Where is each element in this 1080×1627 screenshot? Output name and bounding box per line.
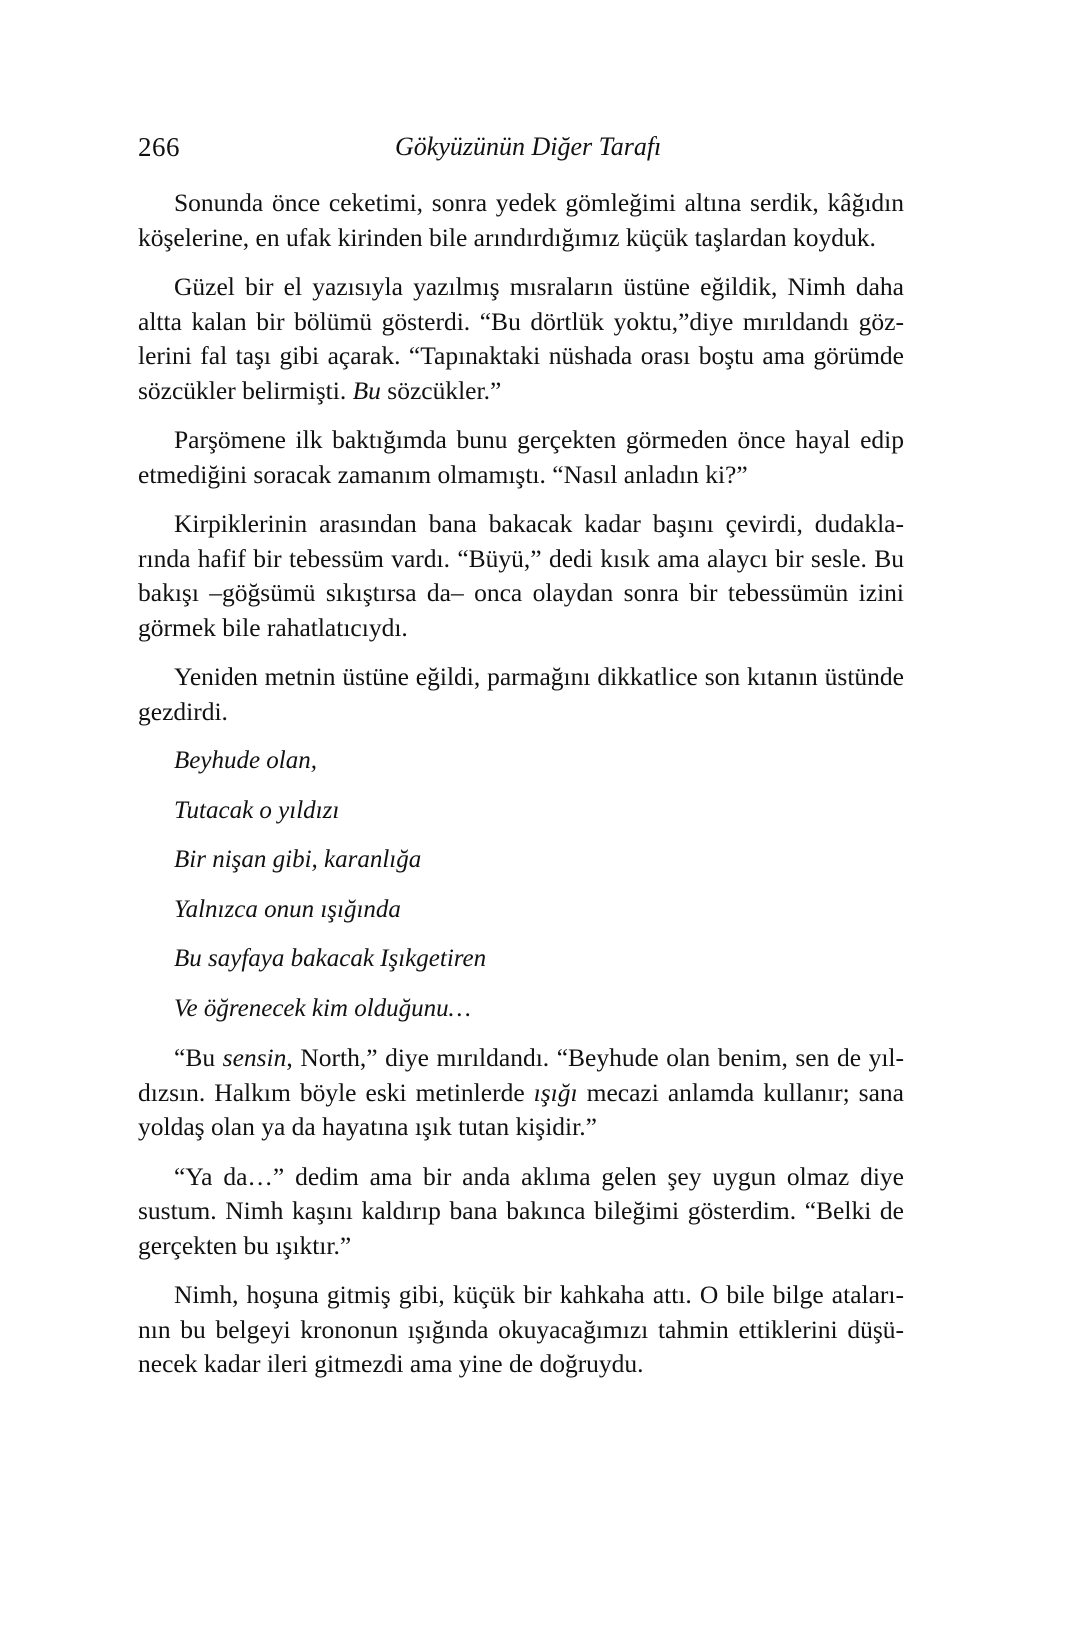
text-line: görmek bile rahatlatıcıydı.: [138, 612, 408, 642]
text-line: [138, 374, 904, 409]
emphasis-text: ışığı: [533, 1077, 578, 1107]
text-line: Kirpiklerinin arasından bana bakacak kadar başını çevirdi, dudakla-: [174, 509, 904, 538]
verse-line: Yalnızca onun ışığında: [174, 895, 401, 923]
text-line: [138, 1076, 904, 1111]
text-line: Parşömene ilk baktığımda bunu gerçekten görmeden önce hayal edip: [174, 425, 904, 454]
book-page: [138, 128, 904, 1378]
running-title: Gökyüzünün Diğer Tarafı: [395, 132, 662, 161]
page-header: [138, 128, 904, 172]
text-line: Güzel bir el yazısıyla yazılmış mısraların üstüne eğildik, Nimh daha: [174, 272, 904, 301]
paragraph: [138, 1160, 904, 1264]
verse-line: Bu sayfaya bakacak Işıkgetiren: [174, 945, 487, 972]
paragraph: [138, 1041, 904, 1145]
text-line: gezdirdi.: [138, 696, 228, 726]
text-line: Sonunda önce ceketimi, sonra yedek gömleğimi altına serdik, kâğıdın: [174, 188, 904, 217]
text-line: Yeniden metnin üstüne eğildi, parmağını dikkatlice son kıtanın üstünde: [174, 662, 904, 691]
paragraph: [138, 270, 904, 408]
paragraph: [138, 660, 904, 729]
page-number: 266: [138, 132, 180, 162]
paragraph: [138, 186, 904, 255]
emphasis-text: Bu: [352, 375, 381, 405]
text-line: gerçekten bu ışıktır.”: [138, 1230, 352, 1260]
verse-line: Bir nişan gibi, karanlığa: [174, 846, 422, 873]
paragraph: [138, 1278, 904, 1382]
verse-line: Tutacak o yıldızı: [174, 796, 340, 824]
verse-block: [138, 744, 904, 1041]
text-line: Nimh, hoşuna gitmiş gibi, küçük bir kahkaha attı. O bile bilge ataları-: [174, 1280, 904, 1309]
body-text: [138, 186, 904, 1382]
text-run: “Bu: [174, 1043, 223, 1072]
text-run: , North,” diye mırıldandı. “Beyhude olan benim, sen de yıl-: [286, 1043, 904, 1072]
text-line: [138, 1041, 904, 1076]
verse-line: Beyhude olan,: [174, 747, 318, 774]
text-line: sustum. Nimh kaşını kaldırıp bana bakınca bileğimi gösterdim. “Belki de: [138, 1196, 904, 1225]
text-line: yoldaş olan ya da hayatına ışık tutan kişidir.”: [138, 1112, 597, 1141]
text-line: lerini fal taşı gibi açarak. “Tapınaktaki nüshada orası boştu ama görümde: [138, 341, 904, 370]
text-run: dızsın. Halkım böyle eski metinlerde: [138, 1077, 534, 1107]
verse-line: Ve öğrenecek kim olduğunu…: [174, 994, 471, 1022]
paragraph: [138, 507, 904, 645]
text-line: “Ya da…” dedim ama bir anda aklıma gelen şey uygun olmaz diye: [174, 1161, 904, 1191]
text-run: sözcükler.”: [380, 375, 502, 405]
text-run: sözcükler belirmişti.: [138, 375, 353, 405]
text-line: bakışı –göğsümü sıkıştırsa da– onca olaydan sonra bir tebessümün izini: [138, 578, 904, 607]
text-line: etmediğini soracak zamanım olmamıştı. “Nasıl anladın ki?”: [138, 459, 748, 489]
text-line: altta kalan bir bölümü gösterdi. “Bu dörtlük yoktu,”diye mırıldandı göz-: [138, 306, 904, 336]
text-line: necek kadar ileri gitmezdi ama yine de doğruydu.: [138, 1349, 644, 1378]
paragraph: [138, 423, 904, 492]
emphasis-text: sensin: [222, 1043, 287, 1072]
text-run: mecazi anlamda kullanır; sana: [577, 1077, 904, 1107]
text-line: rında hafif bir tebessüm vardı. “Büyü,” dedi kısık ama alaycı bir sesle. Bu: [138, 543, 904, 573]
text-line: nın bu belgeyi krononun ışığında okuyacağımızı tahmin ettiklerini düşü-: [138, 1314, 904, 1344]
text-line: köşelerine, en ufak kirinden bile arındırdığımız küçük taşlardan koyduk.: [138, 222, 876, 252]
